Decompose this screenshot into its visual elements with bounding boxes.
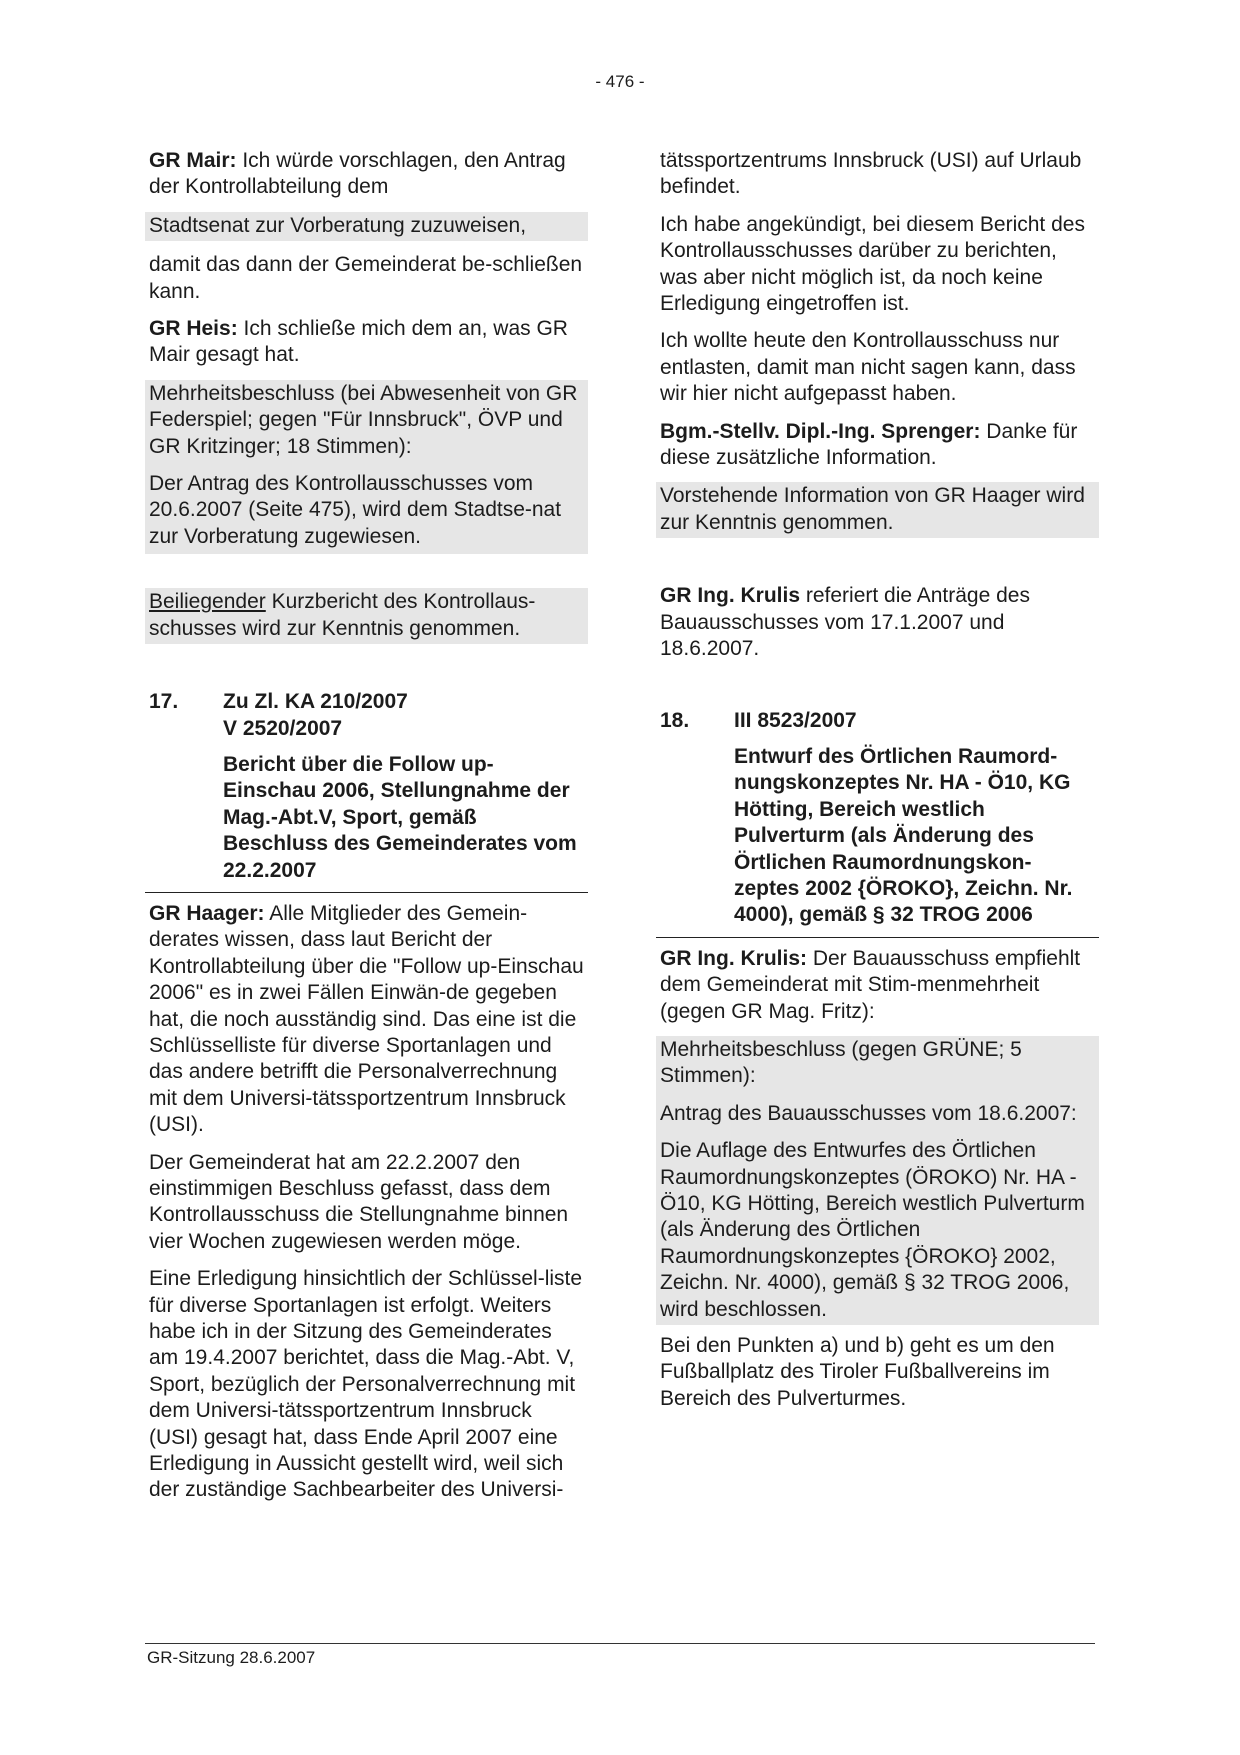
resolution-block [656, 1036, 1099, 1325]
footer-text: GR-Sitzung 28.6.2007 [147, 1648, 316, 1667]
paragraph [145, 901, 588, 1139]
resolution-text: Der Antrag des Kontrollausschusses vom 20.6.2007 (Seite 475), wird dem Stadtse-nat zur Vorberatung zugewiesen. [149, 472, 562, 548]
paragraph: Eine Erledigung hinsichtlich der Schlüssel-liste für diverse Sportanlagen ist erfolgt. Weiters habe ich in der Sitzung des Gemeinderates am 19.4.2007 berichtet, dass die Mag.-Abt. V, Sport, bezüglich der Personalverrechnung mit dem Universi-tätssportzentrum Innsbruck (USI) gesagt hat, dass Ende April 2007 eine Erledigung in Aussicht gestellt wird, weil sich der zuständige Sachbearbeiter des Universi- [149, 1267, 583, 1502]
paragraph-text: referiert die Anträge des Bauausschusses vom 17.1.2007 und 18.6.2007. [660, 584, 1030, 661]
divider [145, 892, 588, 893]
page-number: - 476 - [595, 72, 645, 91]
highlighted-paragraph: Vorstehende Information von GR Haager wird zur Kenntnis genommen. [656, 482, 1099, 538]
speaker-name: GR Ing. Krulis: [660, 946, 807, 970]
item-title: Entwurf des Örtlichen Raumord-nungskonzeptes Nr. HA - Ö10, KG Hötting, Bereich westlich Pulverturm (als Änderung des Örtlichen Raumordnungskon-zeptes 2002 {ÖROKO}, Zeichn. Nr. 4000), gemäß § 32 TROG 2006 [734, 744, 1073, 927]
paragraph [656, 946, 1099, 1025]
resolution-text: Mehrheitsbeschluss (bei Abwesenheit von GR Federspiel; gegen "Für Innsbruck", ÖVP und GR Kritzinger; 18 Stimmen): [149, 381, 578, 458]
divider [656, 937, 1099, 938]
paragraph: damit das dann der Gemeinderat be-schließen kann. [149, 253, 583, 303]
paragraph: Bei den Punkten a) und b) geht es um den Fußballplatz des Tiroler Fußballvereins im Bereich des Pulverturmes. [660, 1334, 1055, 1410]
speaker-name: GR Heis: [149, 317, 238, 341]
paragraph: Der Gemeinderat hat am 22.2.2007 den einstimmigen Beschluss gefasst, dass dem Kontrollausschuss die Stellungnahme binnen vier Wochen zugewiesen werden möge. [149, 1150, 569, 1253]
left-column [145, 148, 588, 1515]
speaker-name: GR Ing. Krulis [660, 584, 801, 608]
underlined-word: Beiliegender [149, 590, 266, 614]
speaker-name: GR Mair: [149, 149, 237, 172]
paragraph [656, 583, 1099, 662]
resolution-block [145, 380, 588, 554]
footer-divider [145, 1643, 1095, 1644]
item-number: 18. [660, 708, 690, 732]
right-column [656, 148, 1099, 1423]
item-number: 17. [149, 690, 179, 714]
paragraph-text: Ich würde vorschlagen, den Antrag der Kontrollabteilung dem [149, 149, 566, 199]
paragraph-text: Alle Mitglieder des Gemein-derates wissen, dass laut Bericht der Kontrollabteilung über die "Follow up-Einschau 2006" es in zwei Fällen Einwän-de gegeben hat, die noch ausständig sind. Das eine ist die Schlüsselliste für diverse Sportanlagen und das andere betrifft die Personalverrechnung mit dem Universi-tätssportzentrum Innsbruck (USI). [149, 901, 584, 1137]
paragraph-text: Kurzbericht des Kontrollaus-schusses wird zur Kenntnis genommen. [149, 590, 536, 640]
resolution-text: Die Auflage des Entwurfes des Örtlichen Raumordnungskonzeptes (ÖROKO) Nr. HA - Ö10, KG Hötting, Bereich westlich Pulverturm (als Änderung des Örtlichen Raumordnungskonzeptes {ÖROKO} 2002, Zeichn. Nr. 4000), gemäß § 32 TROG 2006, wird beschlossen. [660, 1139, 1085, 1321]
speaker-name: Bgm.-Stellv. Dipl.-Ing. Sprenger: [660, 419, 981, 443]
agenda-item-18 [656, 708, 1099, 929]
item-reference: III 8523/2007 [734, 708, 857, 732]
paragraph [145, 148, 588, 201]
speaker-name: GR Haager: [149, 901, 265, 925]
paragraph: Ich habe angekündigt, bei diesem Bericht des Kontrollausschusses darüber zu berichten, was aber nicht möglich ist, da noch keine Erledigung eingetroffen ist. [660, 212, 1085, 316]
paragraph: Ich wollte heute den Kontrollausschuss nur entlasten, damit man nicht sagen kann, dass wir hier nicht aufgepasst haben. [660, 329, 1076, 406]
paragraph-text: Der Bauausschuss empfiehlt dem Gemeinderat mit Stim-menmehrheit (gegen GR Mag. Fritz): [660, 946, 1081, 1023]
highlighted-paragraph [145, 588, 588, 644]
paragraph [145, 316, 588, 369]
paragraph-text: Danke für diese zusätzliche Information. [660, 419, 1078, 470]
item-reference: Zu Zl. KA 210/2007 [223, 690, 408, 714]
item-reference: V 2520/2007 [223, 716, 343, 740]
resolution-text: Mehrheitsbeschluss (gegen GRÜNE; 5 Stimmen): [660, 1037, 1022, 1088]
paragraph: tätssportzentrums Innsbruck (USI) auf Urlaub befindet. [660, 149, 1082, 199]
highlighted-paragraph: Stadtsenat zur Vorberatung zuzuweisen, [145, 212, 588, 241]
agenda-item-17 [145, 689, 588, 884]
item-title: Bericht über die Follow up-Einschau 2006, Stellungnahme der Mag.-Abt.V, Sport, gemäß Beschluss des Gemeinderates vom 22.2.2007 [223, 752, 577, 882]
paragraph-text: Ich schließe mich dem an, was GR Mair gesagt hat. [149, 317, 568, 367]
paragraph [656, 419, 1099, 472]
resolution-text: Antrag des Bauausschusses vom 18.6.2007: [660, 1101, 1077, 1125]
